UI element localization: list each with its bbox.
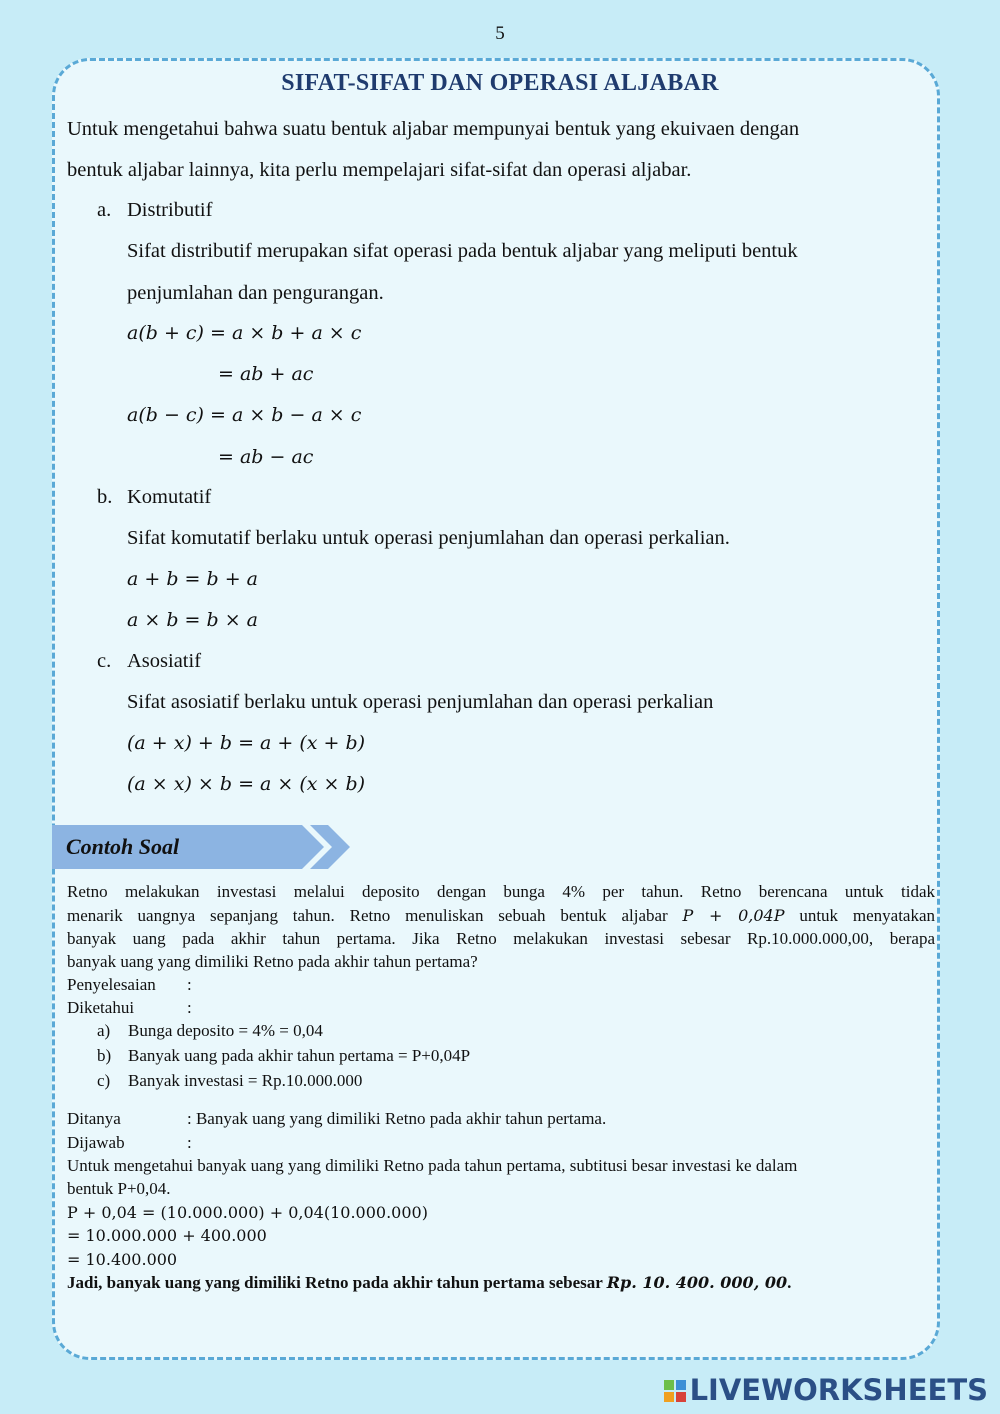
diketahui-item-c-label: c)	[97, 1071, 111, 1090]
problem-line-2-end: untuk menyatakan	[799, 906, 936, 925]
formula-commutative-mul: a × b = b × a	[127, 609, 258, 631]
formula-associative-add: (a + x) + b = a + (x + b)	[127, 732, 366, 754]
section-b-desc: Sifat komutatif berlaku untuk operasi penjumlahan dan operasi perkalian.	[127, 527, 730, 549]
conclusion-end: .	[787, 1273, 792, 1292]
diketahui-item-a-label: a)	[97, 1021, 111, 1040]
formula-associative-mul: (a × x) × b = a × (x × b)	[127, 773, 366, 795]
page-title: SIFAT-SIFAT DAN OPERASI ALJABAR	[281, 70, 719, 96]
page-number: 5	[495, 23, 505, 44]
dijawab-label: Dijawab	[67, 1133, 125, 1152]
ditanya-text: : Banyak uang yang dimiliki Retno pada akhir tahun pertama.	[187, 1109, 607, 1128]
section-c-heading	[97, 650, 201, 673]
diketahui-item-a: Bunga deposito = 4% = 0,04	[128, 1021, 323, 1040]
formula-distributive-sub: a(b − c) = a × b − a × c	[127, 404, 362, 426]
section-c-label: c.	[97, 650, 112, 672]
calc-line-3: = 10.400.000	[67, 1250, 178, 1269]
problem-line-3: banyak uang pada akhir tahun pertama. Jika Retno melakukan investasi sebesar Rp.10.000.000,00, berapa	[67, 929, 935, 948]
explain-line-1: Untuk mengetahui banyak uang yang dimiliki Retno pada tahun pertama, subtitusi besar investasi ke dalam	[67, 1156, 798, 1175]
problem-line-2	[67, 906, 935, 926]
conclusion	[67, 1273, 791, 1293]
section-a-desc-2: penjumlahan dan pengurangan.	[127, 282, 384, 304]
problem-line-4: banyak uang yang dimiliki Retno pada akhir tahun pertama?	[67, 952, 478, 971]
problem-line-2-text: menarik uangnya sepanjang tahun. Retno menuliskan sebuah bentuk aljabar	[67, 906, 668, 925]
section-a-title: Distributif	[127, 199, 213, 221]
calc-line-2: = 10.000.000 + 400.000	[67, 1226, 267, 1245]
formula-commutative-add: a + b = b + a	[127, 568, 258, 590]
diketahui-colon: :	[187, 998, 192, 1017]
ditanya-label: Ditanya	[67, 1109, 121, 1128]
section-c-desc: Sifat asosiatif berlaku untuk operasi penjumlahan dan operasi perkalian	[127, 691, 714, 713]
diketahui-label: Diketahui	[67, 998, 135, 1017]
problem-formula: P + 0,04P	[682, 906, 785, 925]
dijawab-colon: :	[187, 1133, 192, 1152]
intro-line-2: bentuk aljabar lainnya, kita perlu mempelajari sifat-sifat dan operasi aljabar.	[67, 159, 692, 181]
penyelesaian-label: Penyelesaian	[67, 975, 156, 994]
problem-line-1: Retno melakukan investasi melalui deposito dengan bunga 4% per tahun. Retno berencana untuk tidak	[67, 882, 935, 901]
section-a-label: a.	[97, 199, 112, 221]
intro-line-1: Untuk mengetahui bahwa suatu bentuk aljabar mempunyai bentuk yang ekuivaen dengan	[67, 118, 800, 140]
diketahui-item-b: Banyak uang pada akhir tahun pertama = P+0,04P	[128, 1046, 471, 1065]
calc-line-1: P + 0,04 = (10.000.000) + 0,04(10.000.000)	[67, 1203, 428, 1222]
formula-distributive-sub-result: = ab − ac	[218, 446, 314, 468]
liveworksheets-logo-text: LIVEWORKSHEETS	[689, 1373, 988, 1407]
section-c-title: Asosiatif	[127, 650, 202, 672]
explain-line-2: bentuk P+0,04.	[67, 1179, 171, 1198]
conclusion-value: Rp. 10. 400. 000, 00	[606, 1273, 788, 1292]
section-b-label: b.	[97, 486, 113, 508]
diketahui-item-b-label: b)	[97, 1046, 112, 1065]
section-b-heading	[97, 486, 211, 509]
formula-distributive-add: a(b + c) = a × b + a × c	[127, 322, 362, 344]
liveworksheets-logo	[664, 1373, 988, 1407]
liveworksheets-logo-icon	[664, 1380, 686, 1402]
section-a-desc-1: Sifat distributif merupakan sifat operasi pada bentuk aljabar yang meliputi bentuk	[127, 240, 798, 262]
conclusion-text: Jadi, banyak uang yang dimiliki Retno pada akhir tahun pertama sebesar	[67, 1273, 603, 1292]
example-banner-label: Contoh Soal	[66, 834, 180, 859]
formula-distributive-add-result: = ab + ac	[218, 363, 314, 385]
diketahui-item-c: Banyak investasi = Rp.10.000.000	[128, 1071, 363, 1090]
section-a-heading	[97, 199, 212, 222]
section-b-title: Komutatif	[127, 486, 212, 508]
penyelesaian-colon: :	[187, 975, 192, 994]
